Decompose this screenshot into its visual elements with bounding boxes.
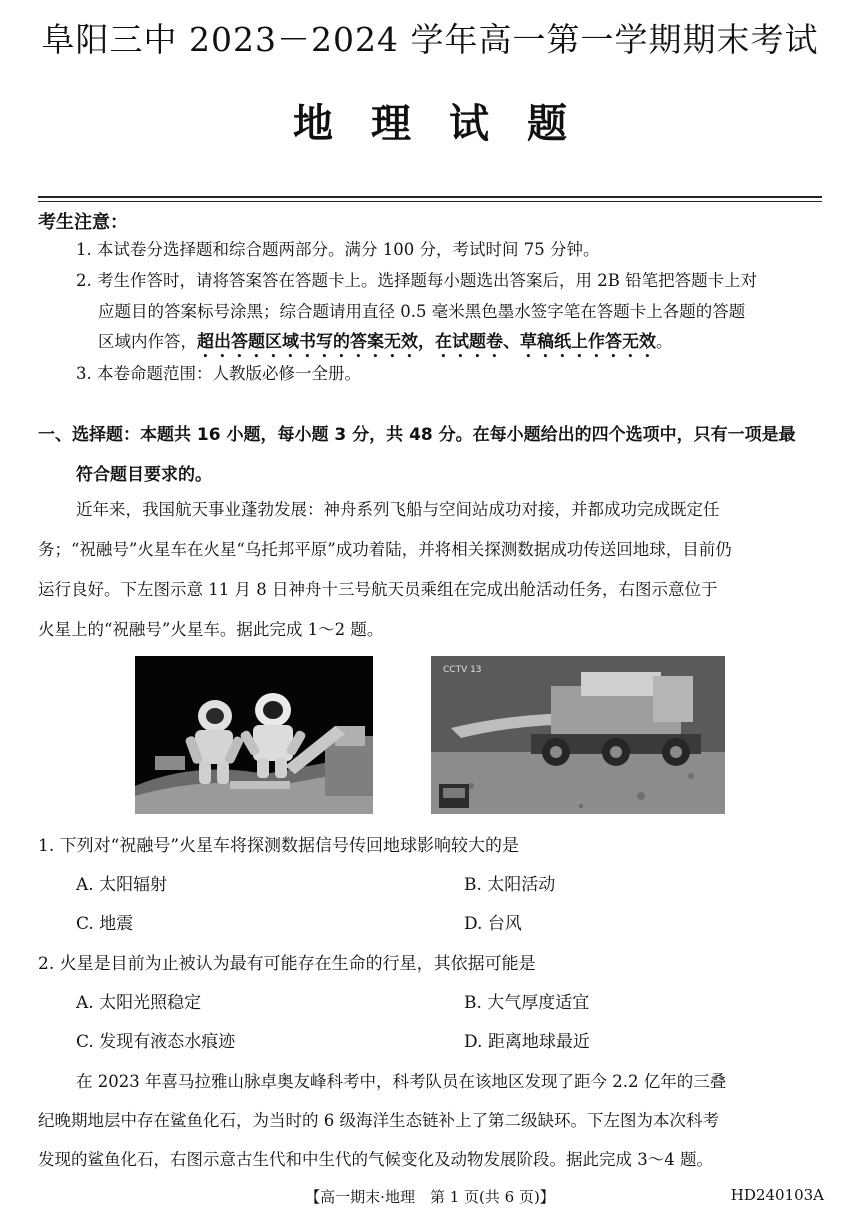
notice-item-2-line-3 [98,332,673,362]
passage1-line-2: 务；“祝融号”火星车在火星“乌托邦平原”成功着陆，并将相关探测数据成功传送回地球，目前仍 [38,540,732,559]
subject-title: 地理试题 [293,101,605,147]
zhurong-rover-photo [431,656,725,814]
broadcast-logo-text: CCTV 13 [443,665,482,675]
paper-code: HD240103A [730,1186,824,1204]
question-2-option-c: C. 发现有液态水痕迹 [76,1032,236,1052]
question-2-option-d: D. 距离地球最近 [464,1032,590,1052]
question-2-option-a: A. 太阳光照稳定 [76,993,202,1013]
question-1-option-c: C. 地震 [76,914,134,934]
passage1-line-4: 火星上的“祝融号”火星车。据此完成 1～2 题。 [38,620,384,639]
passage2-line-3: 发现的鲨鱼化石，右图示意古生代和中生代的气候变化及动物发展阶段。据此完成 3～4 题。 [38,1150,713,1169]
header-divider [38,196,822,198]
question-2-option-b: B. 大气厚度适宜 [464,993,590,1013]
question-1-stem: 1. 下列对“祝融号”火星车将探测数据信号传回地球影响较大的是 [38,836,520,856]
notice-item-3: 3. 本卷命题范围：人教版必修一全册。 [76,364,361,383]
question-1-option-b: B. 太阳活动 [464,875,556,895]
section-heading-line-2: 符合题目要求的。 [76,465,212,485]
notice-emphasis-text: 超出答题区域书写的答案无效，在试题卷、草稿纸上作答无效 [197,332,656,352]
section-heading-line-1: 一、选择题：本题共 16 小题，每小题 3 分，共 48 分。在每小题给出的四个选项中，只有一项是最 [38,425,796,445]
question-2-stem: 2. 火星是目前为止被认为最有可能存在生命的行星，其依据可能是 [38,954,536,974]
passage1-line-3: 运行良好。下左图示意 11 月 8 日神舟十三号航天员乘组在完成出舱活动任务，右图示意位于 [38,580,718,599]
notice-item-2-suffix: 。 [656,332,673,351]
question-1-option-a: A. 太阳辐射 [76,875,168,895]
passage2-line-2: 纪晚期地层中存在鲨鱼化石，为当时的 6 级海洋生态链补上了第二级缺环。下左图为本次科考 [38,1111,719,1130]
astronaut-spacewalk-photo [135,656,373,814]
notice-item-2-prefix: 区域内作答， [98,332,197,351]
notice-item-2-line-1: 2. 考生作答时，请将答案答在答题卡上。选择题每小题选出答案后，用 2B 铅笔把答题卡上对 [76,271,758,290]
header-divider-thin [38,201,822,202]
page-footer: 【高一期末·地理 第 1 页(共 6 页)】 [305,1188,555,1206]
notice-heading: 考生注意： [38,212,128,233]
notice-item-1: 1. 本试卷分选择题和综合题两部分。满分 100 分，考试时间 75 分钟。 [76,240,600,259]
exam-title: 阜阳三中 2023－2024 学年高一第一学期期末考试 [41,20,819,59]
passage2-line-1: 在 2023 年喜马拉雅山脉卓奥友峰科考中，科考队员在该地区发现了距今 2.2 亿年的三叠 [76,1072,727,1091]
passage1-line-1: 近年来，我国航天事业蓬勃发展：神舟系列飞船与空间站成功对接，并都成功完成既定任 [76,500,720,519]
question-1-option-d: D. 台风 [464,914,522,934]
notice-item-2-line-2: 应题目的答案标号涂黑；综合题请用直径 0.5 毫米黑色墨水签字笔在答题卡上各题的答题 [98,302,746,321]
